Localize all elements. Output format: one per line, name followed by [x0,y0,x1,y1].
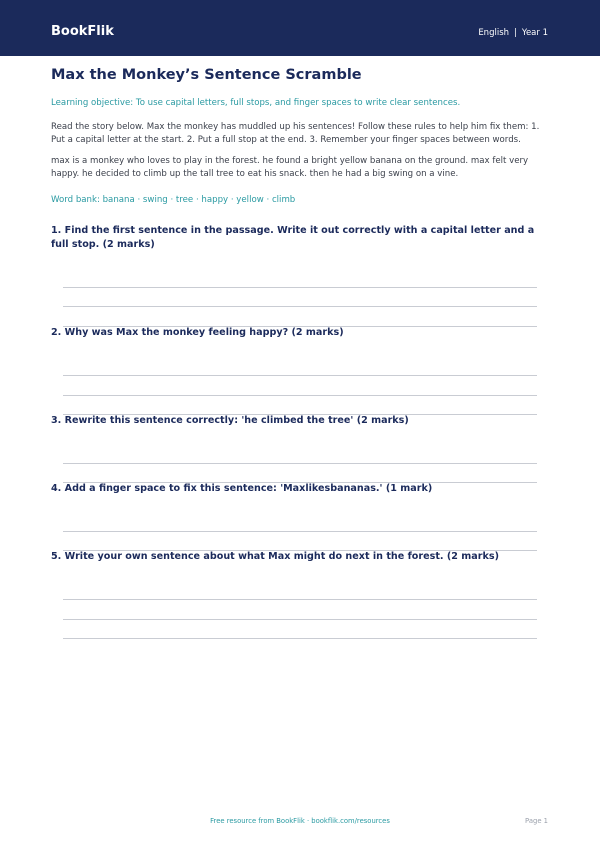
question-5: 5. Write your own sentence about what Max might do next in the forest. (2 marks) [51,551,499,562]
story-passage: max is a monkey who loves to play in the forest. he found a bright yellow banana on the ground. max felt very happy. he decided to climb up the tall tree to eat his snack. then he had a big swing on a vine. [51,156,529,179]
year-label: Year 1 [521,28,548,38]
question-3: 3. Rewrite this sentence correctly: 'he climbed the tree' (2 marks) [51,415,409,426]
instructions-text: Read the story below. Max the monkey has muddled up his sentences! Follow these rules to help him fix them: 1. Put a capital letter at the start. 2. Put a full stop at the end. 3. Remember your finger spaces between words. [51,122,540,145]
page-number: Page 1 [525,817,548,825]
answer-line[interactable] [63,638,537,639]
answer-line[interactable] [63,599,537,600]
answer-line[interactable] [63,463,537,464]
subject-label: English [478,28,510,38]
question-4: 4. Add a finger space to fix this sentence: 'Maxlikesbananas.' (1 mark) [51,483,433,494]
footer-text: Free resource from BookFlik · bookflik.com/resources [210,817,390,825]
answer-line[interactable] [63,619,537,620]
subject-year [478,27,548,39]
learning-objective: Learning objective: To use capital letters, full stops, and finger spaces to write clear sentences. [51,98,461,108]
worksheet-title: Max the Monkey’s Sentence Scramble [51,67,362,83]
answer-line[interactable] [63,395,537,396]
answer-line[interactable] [63,306,537,307]
answer-line[interactable] [63,531,537,532]
brand-logo-text: BookFlik [51,24,114,39]
question-1: 1. Find the first sentence in the passage. Write it out correctly with a capital letter and a full stop. (2 marks) [51,225,535,250]
header-bar [0,0,600,56]
question-2: 2. Why was Max the monkey feeling happy? (2 marks) [51,327,344,338]
meta-separator: | [514,28,517,38]
answer-line[interactable] [63,287,537,288]
answer-line[interactable] [63,375,537,376]
word-bank: Word bank: banana · swing · tree · happy · yellow · climb [51,195,296,205]
